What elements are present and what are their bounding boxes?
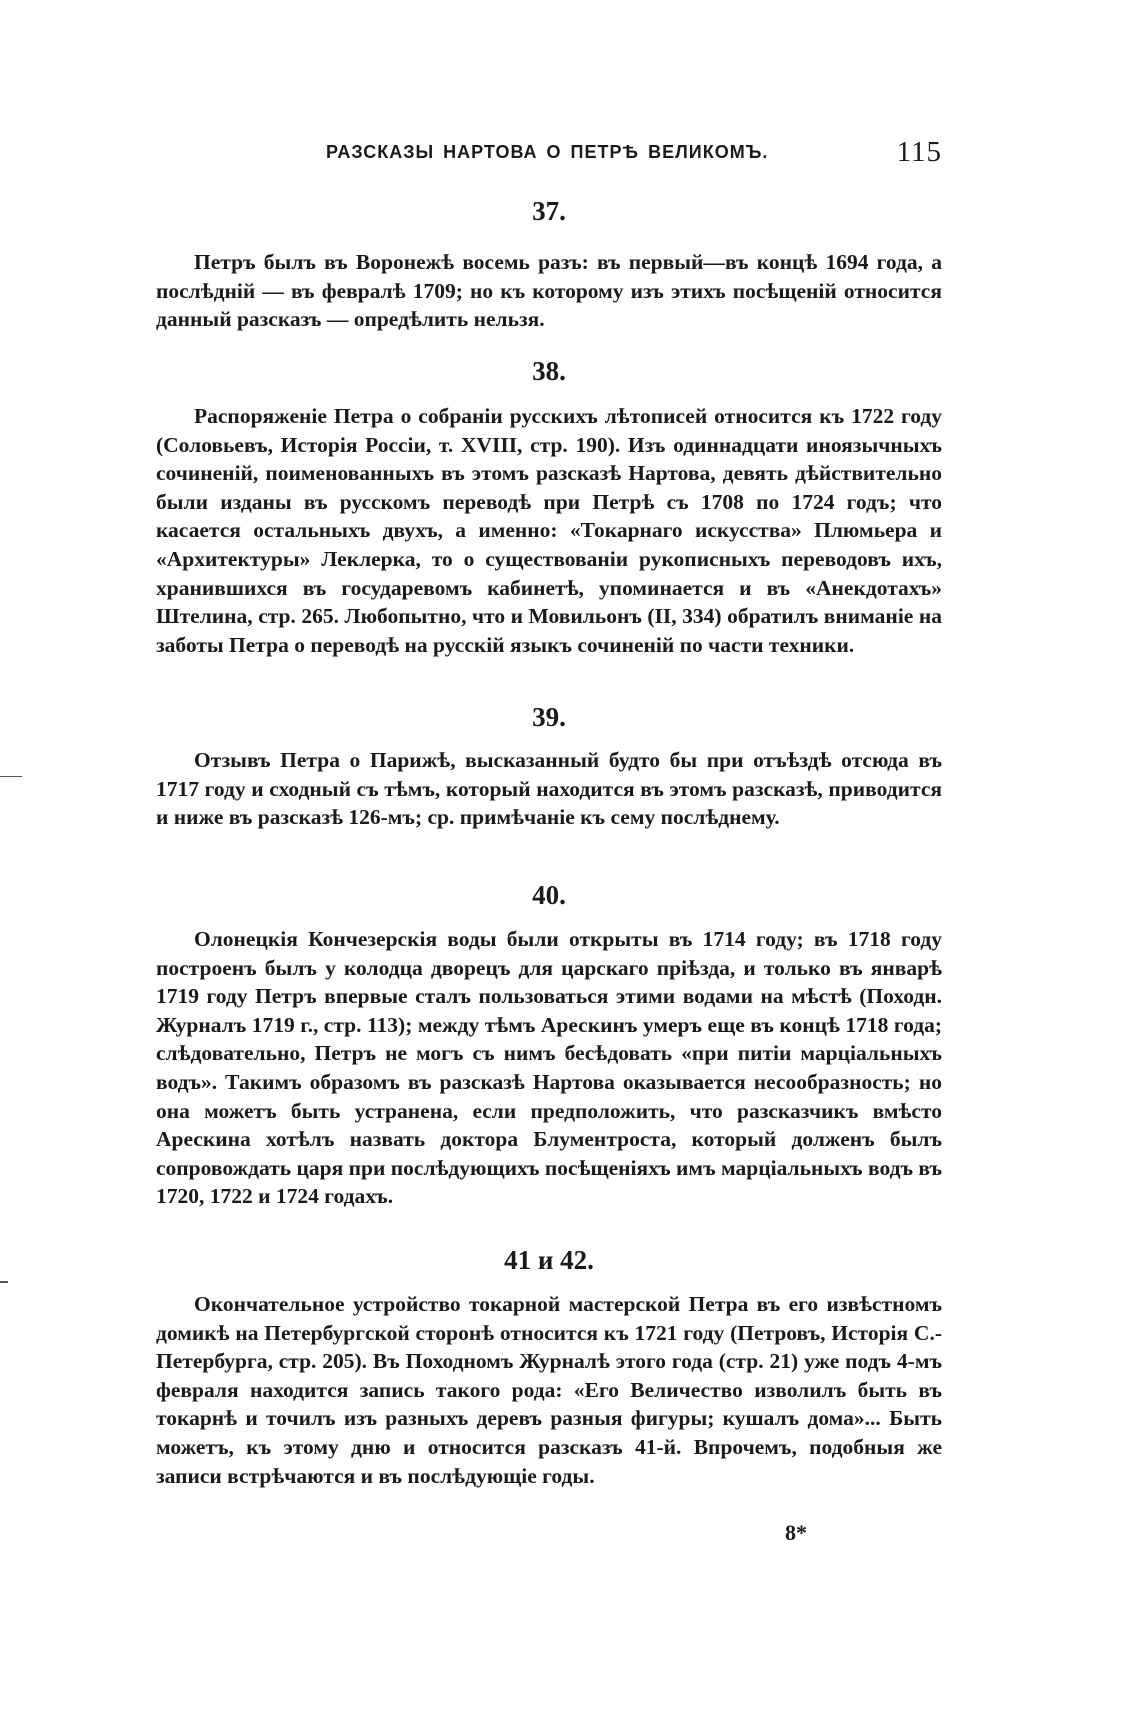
section-text-41-42: Окончательное устройство токарной мастерской Петра въ его извѣстномъ домикѣ на Петербургской сторонѣ относится къ 1721 году (Петровъ, Исторія С.-Петербурга, стр. 205). Въ Походномъ Журналѣ этого года (стр. 21) уже подъ 4-мъ февраля находится запись такого рода: «Его Величество изволилъ быть въ токарнѣ и точилъ изъ разныхъ деревъ разныя фигуры; кушалъ дома»... Быть можетъ, къ этому дню и относится разсказъ 41-й. Впрочемъ, подобныя же записи встрѣчаются и въ послѣдующіе годы. [156, 1292, 942, 1488]
section-number-38: 38. [532, 356, 566, 386]
scan-mark-left-lower [0, 1281, 8, 1283]
section-text-40: Олонецкія Кончезерскія воды были открыты въ 1714 году; въ 1718 году построенъ былъ у колодца дворецъ для царскаго пріѣзда, и только въ январѣ 1719 году Петръ впервые сталъ пользоваться этими водами на мѣстѣ (Походн. Журналъ 1719 г., стр. 113); между тѣмъ Арескинъ умеръ еще въ концѣ 1718 года; слѣдовательно, Петръ не могъ съ нимъ бесѣдовать «при питіи марціальныхъ водъ». Такимъ образомъ въ разсказѣ Нартова оказывается несообразность; но она можетъ быть устранена, если предположить, что разсказчикъ вмѣсто Арескина хотѣлъ назвать доктора Блументроста, который долженъ былъ сопровождать царя при послѣдующихъ посѣщеніяхъ имъ марціальныхъ водъ въ 1720, 1722 и 1724 годахъ. [156, 927, 942, 1209]
section-text-39: Отзывъ Петра о Парижѣ, высказанный будто бы при отъѣздѣ отсюда въ 1717 году и сходный съ тѣмъ, который находится въ этомъ разсказѣ, приводится и ниже въ разсказѣ 126-мъ; ср. примѣчаніе къ сему послѣднему. [156, 748, 942, 830]
scan-mark-left [0, 776, 22, 777]
page-number: 115 [896, 136, 942, 168]
section-text-38: Распоряженіе Петра о собраніи русскихъ лѣтописей относится къ 1722 году (Соловьевъ, Исторія Россіи, т. XVIII, стр. 190). Изъ одиннадцати иноязычныхъ сочиненій, поименованныхъ въ этомъ разсказѣ Нартова, девять дѣйствительно были изданы въ русскомъ переводѣ при Петрѣ съ 1708 по 1724 годъ; что касается остальныхъ двухъ, а именно: «Токарнаго искусства» Плюмьера и «Архитектуры» Леклерка, то о существованіи рукописныхъ переводовъ ихъ, хранившихся въ государевомъ кабинетѣ, упоминается и въ «Анекдотахъ» Штелина, стр. 265. Любопытно, что и Мовильонъ (II, 334) обратилъ вниманіе на заботы Петра о переводѣ на русскій языкъ сочиненій по части техники. [156, 404, 942, 657]
section-number-39: 39. [532, 702, 566, 732]
running-head [156, 136, 942, 174]
section-number-41-42: 41 и 42. [504, 1245, 594, 1275]
running-title: РАЗСКАЗЫ НАРТОВА О ПЕТРѢ ВЕЛИКОМЪ. [326, 142, 769, 162]
section-number-37: 37. [532, 196, 566, 226]
signature-mark: 8* [785, 1520, 807, 1545]
section-number-40: 40. [532, 880, 566, 910]
section-text-37: Петръ былъ въ Воронежѣ восемь разъ: въ первый—въ концѣ 1694 года, а послѣдній — въ февралѣ 1709; но къ которому изъ этихъ посѣщеній относится данный разсказъ — опредѣлить нельзя. [156, 250, 942, 332]
